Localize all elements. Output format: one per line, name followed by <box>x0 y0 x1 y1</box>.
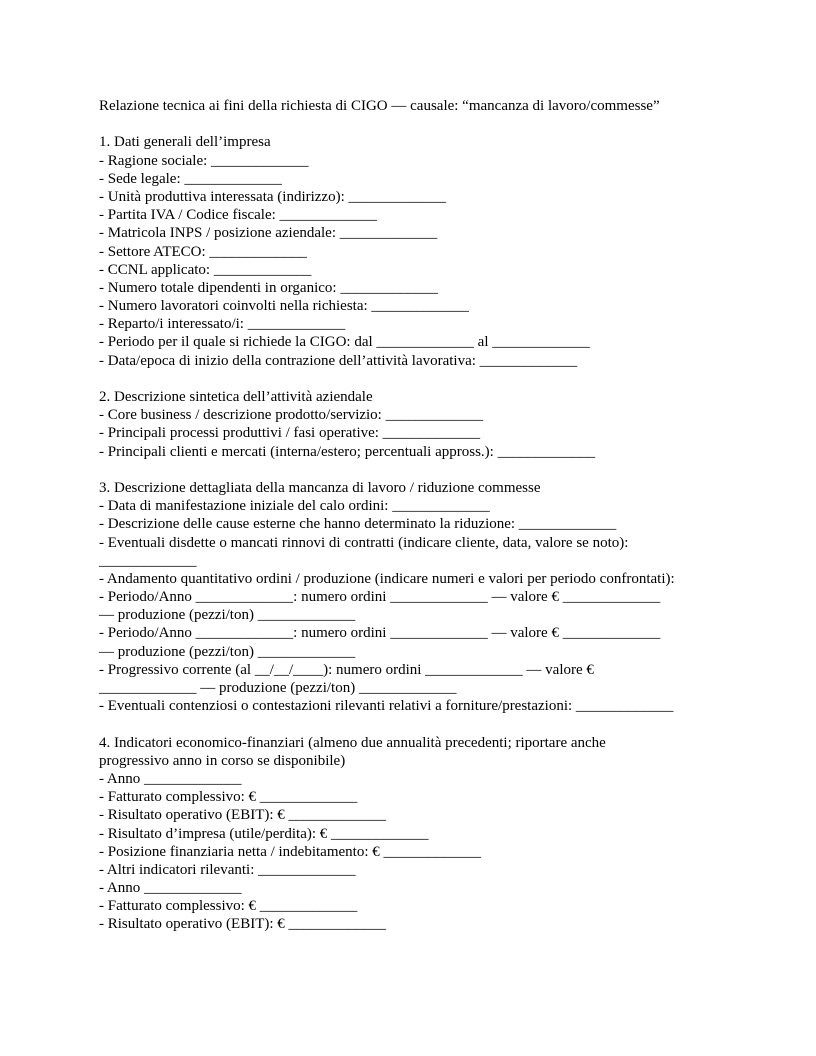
section-heading: 3. Descrizione dettagliata della mancanza di lavoro / riduzione commesse <box>99 479 541 496</box>
form-line: - Fatturato complessivo: € _____________ <box>99 789 358 806</box>
form-line: — produzione (pezzi/ton) _____________ <box>99 607 356 624</box>
form-line: - Principali processi produttivi / fasi operative: _____________ <box>99 425 481 442</box>
blank-line <box>99 715 729 733</box>
form-line: - Altri indicatori rilevanti: _____________ <box>99 861 356 878</box>
form-line: _____________ <box>99 552 197 569</box>
section-heading: 1. Dati generali dell’impresa <box>99 134 271 151</box>
form-line: - Posizione finanziaria netta / indebitamento: € _____________ <box>99 843 481 860</box>
form-line: - Principali clienti e mercati (interna/estero; percentuali appross.): _____________ <box>99 443 596 460</box>
form-line: - Risultato operativo (EBIT): € _____________ <box>99 916 387 933</box>
form-line: - Progressivo corrente (al __/__/____): numero ordini _____________ — valore € <box>99 661 594 678</box>
form-line: - Periodo/Anno _____________: numero ordini _____________ — valore € _____________ <box>99 625 661 642</box>
form-line: - Eventuali disdette o mancati rinnovi di contratti (indicare cliente, data, valore se noto): <box>99 534 629 551</box>
form-line: - Risultato operativo (EBIT): € _____________ <box>99 807 387 824</box>
blank-line <box>99 115 729 133</box>
document-body <box>99 97 729 934</box>
form-line: - Andamento quantitativo ordini / produzione (indicare numeri e valori per periodo confrontati): <box>99 570 675 587</box>
form-line: - Ragione sociale: _____________ <box>99 152 309 169</box>
form-line: - Settore ATECO: _____________ <box>99 243 307 260</box>
form-line: - Anno _____________ <box>99 880 242 897</box>
form-line: - Eventuali contenziosi o contestazioni rilevanti relativi a forniture/prestazioni: _____________ <box>99 698 674 715</box>
form-line: - Descrizione delle cause esterne che hanno determinato la riduzione: _____________ <box>99 516 617 533</box>
form-line: progressivo anno in corso se disponibile) <box>99 752 346 769</box>
form-line: - Sede legale: _____________ <box>99 170 282 187</box>
form-line: - Data di manifestazione iniziale del calo ordini: _____________ <box>99 498 490 515</box>
form-line: - Fatturato complessivo: € _____________ <box>99 898 358 915</box>
form-line: - CCNL applicato: _____________ <box>99 261 312 278</box>
section-heading: 2. Descrizione sintetica dell’attività aziendale <box>99 389 373 405</box>
form-line: - Risultato d’impresa (utile/perdita): € _____________ <box>99 825 429 842</box>
form-line: - Unità produttiva interessata (indirizzo): _____________ <box>99 188 446 205</box>
blank-line <box>99 461 729 479</box>
form-line: - Partita IVA / Codice fiscale: _____________ <box>99 207 378 224</box>
form-line: - Periodo per il quale si richiede la CIGO: dal _____________ al _____________ <box>99 334 590 351</box>
form-line: - Core business / descrizione prodotto/servizio: _____________ <box>99 407 484 424</box>
section-heading: 4. Indicatori economico-finanziari (almeno due annualità precedenti; riportare anche <box>99 734 606 751</box>
form-line: - Numero lavoratori coinvolti nella richiesta: _____________ <box>99 298 469 315</box>
blank-line <box>99 370 729 388</box>
form-line: _____________ — produzione (pezzi/ton) _____________ <box>99 680 457 696</box>
form-line: - Data/epoca di inizio della contrazione dell’attività lavorativa: _____________ <box>99 352 578 369</box>
form-line: - Numero totale dipendenti in organico: _____________ <box>99 279 438 296</box>
form-line: - Periodo/Anno _____________: numero ordini _____________ — valore € _____________ <box>99 589 661 606</box>
form-line: - Matricola INPS / posizione aziendale: _____________ <box>99 225 438 242</box>
form-line: - Anno _____________ <box>99 770 242 787</box>
document-title: Relazione tecnica ai fini della richiesta di CIGO — causale: “mancanza di lavoro/commesse” <box>99 98 660 114</box>
form-line: — produzione (pezzi/ton) _____________ <box>99 643 356 660</box>
form-line: - Reparto/i interessato/i: _____________ <box>99 316 346 333</box>
